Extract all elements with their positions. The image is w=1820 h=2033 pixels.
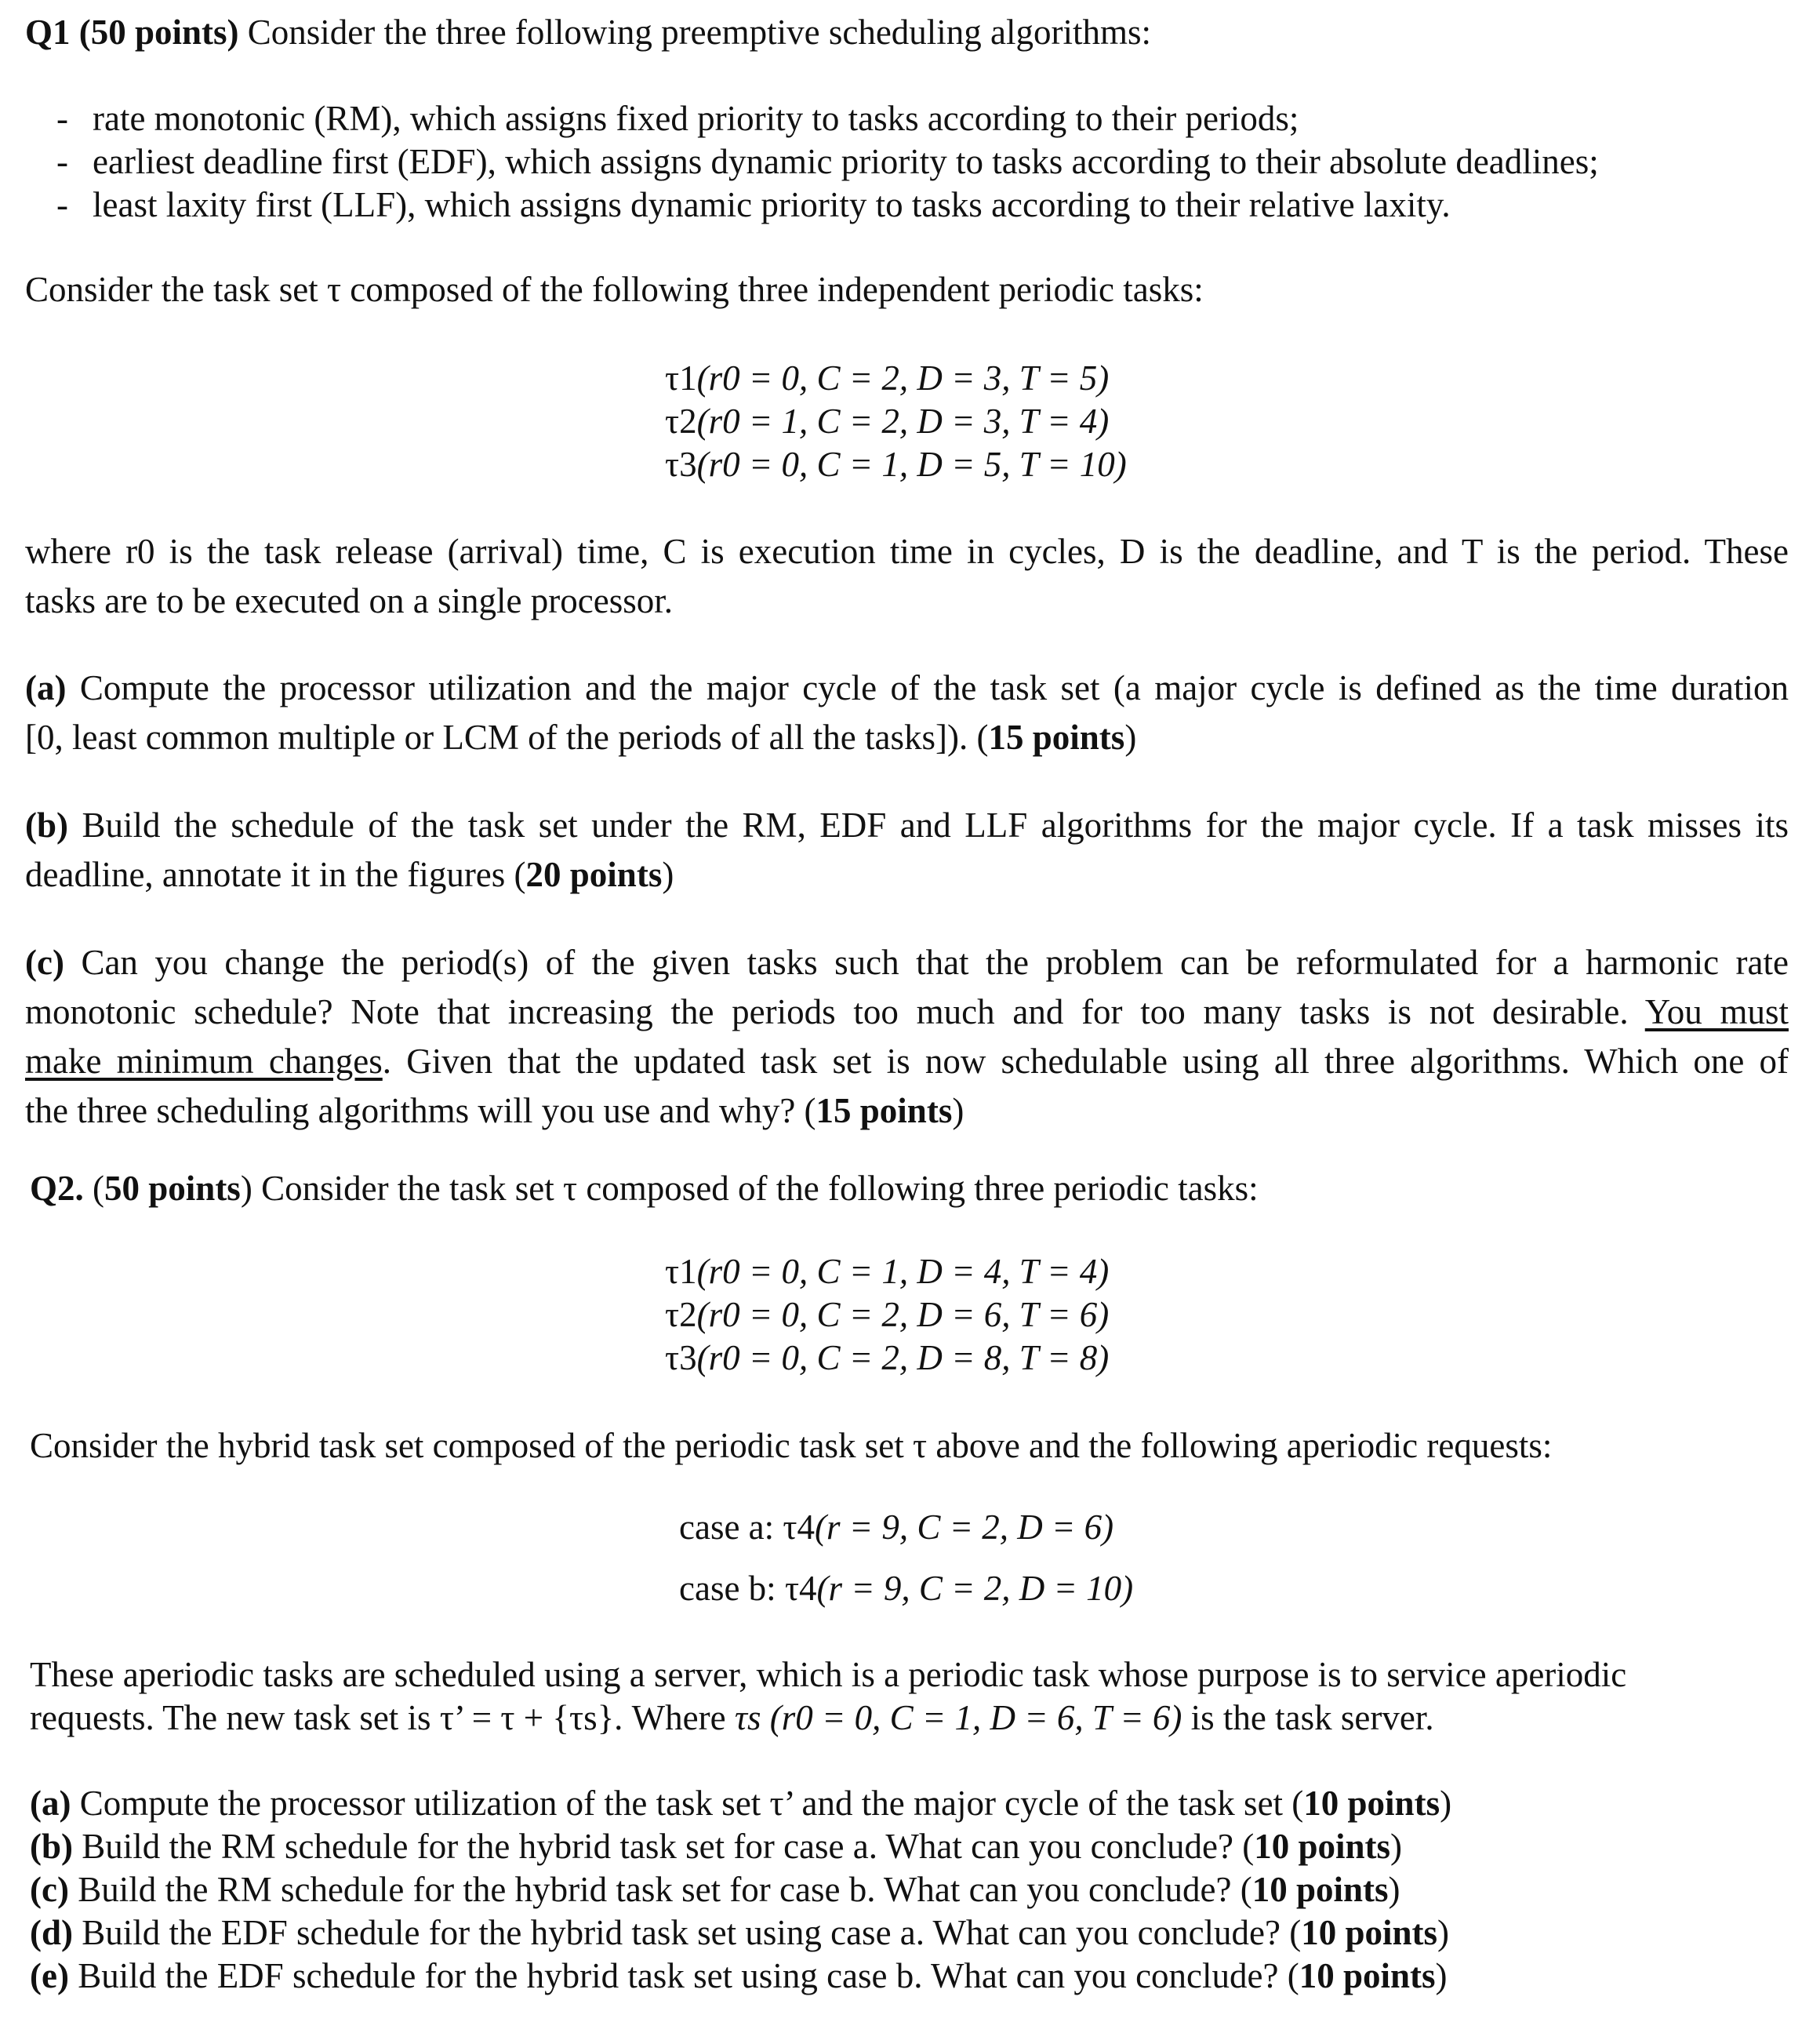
q2-part-b: (b) Build the RM schedule for the hybrid task set for case a. What can you conclude? (10 points) bbox=[30, 1827, 1403, 1866]
q1-part-c-underline-2: make minimum changes bbox=[25, 1042, 383, 1081]
q1-where-paragraph bbox=[25, 527, 1789, 626]
q1-part-c-points: 15 points bbox=[816, 1091, 953, 1130]
q1-taskset-intro: Consider the task set τ composed of the following three independent periodic tasks: bbox=[25, 270, 1204, 309]
q1-heading-line bbox=[25, 8, 1789, 57]
q1-task-list bbox=[665, 357, 1127, 486]
q2-task-list bbox=[665, 1250, 1109, 1380]
q1-part-a-label: (a) bbox=[25, 668, 67, 707]
q1-part-a-points: 15 points bbox=[988, 718, 1125, 757]
q2-task-1: τ1(r0 = 0, C = 1, D = 4, T = 4) bbox=[665, 1252, 1110, 1291]
q1-intro: Consider the three following preemptive scheduling algorithms: bbox=[238, 13, 1152, 52]
q2-case-b: case b: τ4(r = 9, C = 2, D = 10) bbox=[679, 1569, 1134, 1608]
q2-case-a: case a: τ4(r = 9, C = 2, D = 6) bbox=[679, 1507, 1114, 1547]
q1-task-2: τ2(r0 = 1, C = 2, D = 3, T = 4) bbox=[665, 402, 1110, 441]
q1-part-b-label: (b) bbox=[25, 806, 68, 845]
q1-part-c-underline-1: You must bbox=[1644, 992, 1789, 1031]
q2-heading-line: Q2. (50 points) Consider the task set τ composed of the following three periodic tasks: bbox=[30, 1169, 1259, 1208]
q2-server-line-2: requests. The new task set is τ’ = τ + {τs}. Where τs (r0 = 0, C = 1, D = 6, T = 6) is the task server. bbox=[30, 1698, 1434, 1737]
q1-part-c-label: (c) bbox=[25, 943, 64, 982]
q1-where-line-1: where r0 is the task release (arrival) time, C is execution time in cycles, D is the deadline, and T is the period. These bbox=[25, 532, 1789, 571]
q2-part-c: (c) Build the RM schedule for the hybrid task set for case b. What can you conclude? (10 points) bbox=[30, 1870, 1400, 1909]
q1-task-1: τ1(r0 = 0, C = 2, D = 3, T = 5) bbox=[665, 358, 1110, 398]
algorithm-item-rm: - rate monotonic (RM), which assigns fixed priority to tasks according to their periods; bbox=[56, 97, 1599, 140]
q2-task-3: τ3(r0 = 0, C = 2, D = 8, T = 8) bbox=[665, 1338, 1110, 1377]
q2-task-2: τ2(r0 = 0, C = 2, D = 6, T = 6) bbox=[665, 1295, 1110, 1334]
q1-part-b: (b) Build the schedule of the task set under the RM, EDF and LLF algorithms for the major cycle. If a task misses its deadline, annotate it in the figures (20 points) bbox=[25, 806, 1789, 894]
q2-server-paragraph bbox=[30, 1653, 1789, 1740]
algorithm-list bbox=[56, 97, 1599, 227]
algorithm-item-edf: - earliest deadline first (EDF), which assigns dynamic priority to tasks according to their absolute deadlines; bbox=[56, 140, 1599, 184]
q2-hybrid-intro: Consider the hybrid task set composed of the periodic task set τ above and the following aperiodic requests: bbox=[30, 1426, 1553, 1465]
q2-part-a: (a) Compute the processor utilization of the task set τ’ and the major cycle of the task set (10 points) bbox=[30, 1784, 1452, 1823]
q2-server-line-1: These aperiodic tasks are scheduled using a server, which is a periodic task whose purpose is to service aperiodic bbox=[30, 1655, 1627, 1694]
q2-part-d: (d) Build the EDF schedule for the hybrid task set using case a. What can you conclude? (10 points) bbox=[30, 1913, 1450, 1952]
q2-points: 50 points bbox=[104, 1169, 241, 1208]
q2-parts-list bbox=[30, 1782, 1789, 1998]
q1-part-c: (c) Can you change the period(s) of the given tasks such that the problem can be reformulated for a harmonic rate monotonic schedule? Note that increasing the periods too much and for too many tasks is not desirable. You must make minimum changes. Given that the updated task set is now schedulable using all three algorithms. Which one of the three scheduling algorithms will you use and why? (15 points) bbox=[25, 943, 1789, 1130]
q1-title: Q1 (50 points) bbox=[25, 13, 239, 52]
q1-task-3: τ3(r0 = 0, C = 1, D = 5, T = 10) bbox=[665, 445, 1127, 484]
q1-part-a: (a) Compute the processor utilization and the major cycle of the task set (a major cycle is defined as the time duration [0, least common multiple or LCM of the periods of all the tasks]). (15 points) bbox=[25, 668, 1789, 757]
q2-title: Q2. bbox=[30, 1169, 84, 1208]
q1-where-line-2: tasks are to be executed on a single processor. bbox=[25, 581, 673, 620]
algorithm-item-llf: - least laxity first (LLF), which assigns dynamic priority to tasks according to their relative laxity. bbox=[56, 184, 1599, 227]
q1-part-b-points: 20 points bbox=[525, 855, 663, 894]
q2-part-e: (e) Build the EDF schedule for the hybrid task set using case b. What can you conclude? (10 points) bbox=[30, 1956, 1448, 1995]
